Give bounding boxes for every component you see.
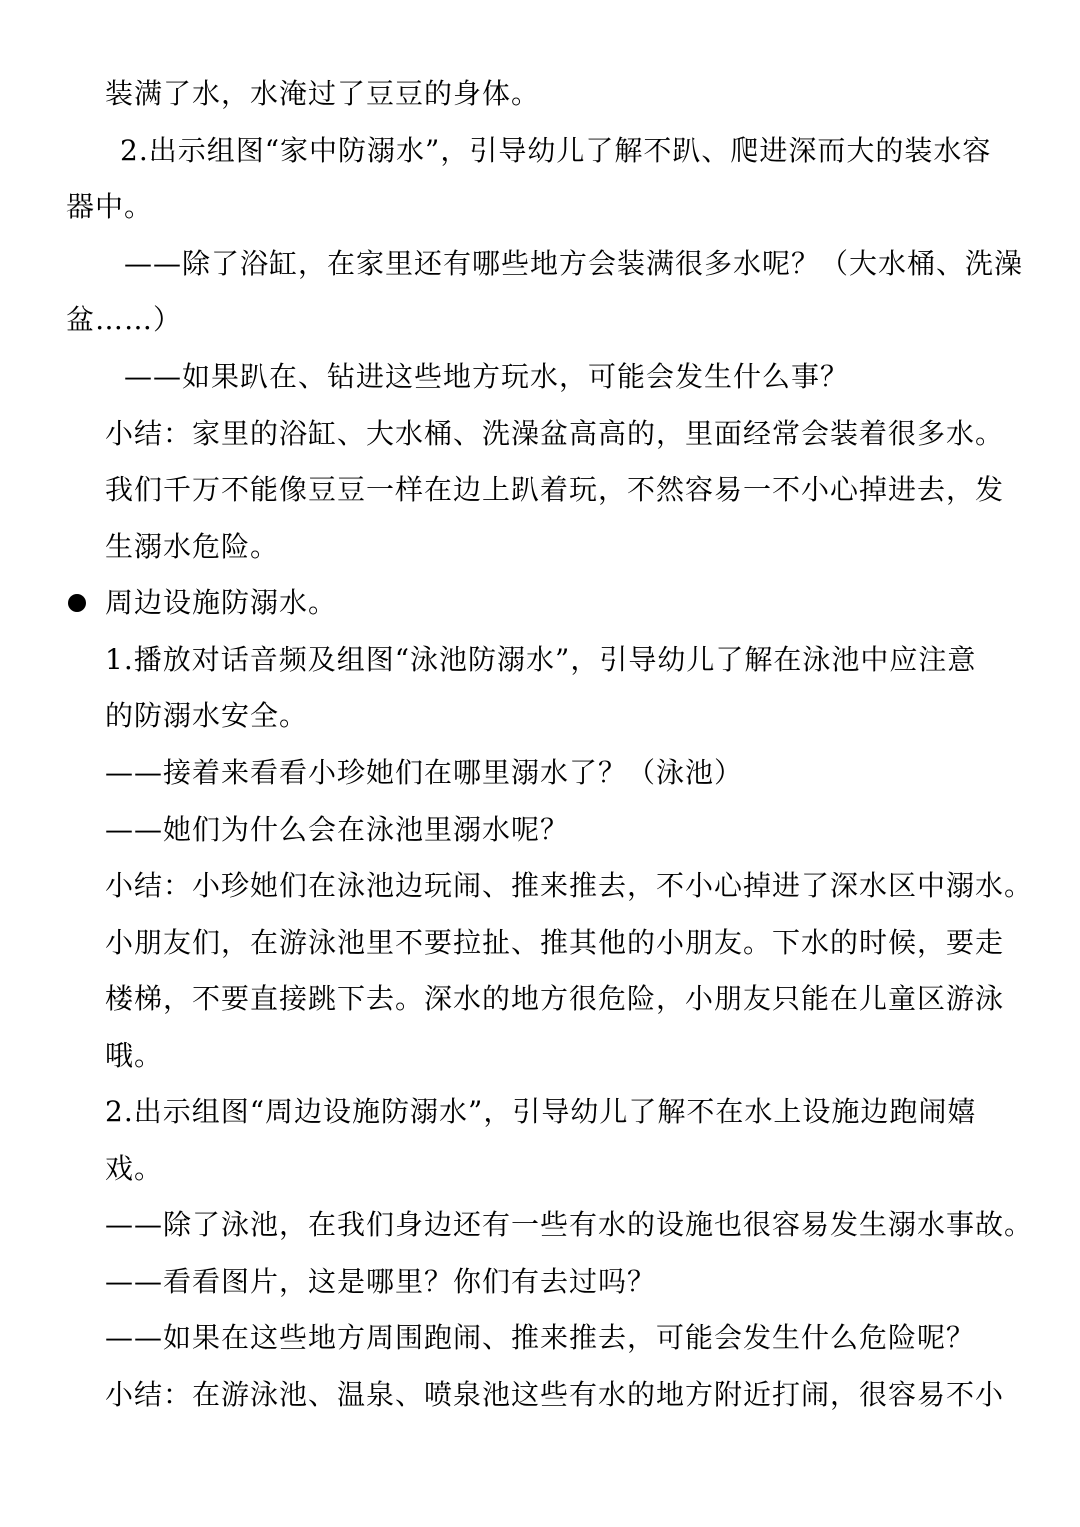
text-line-14: ——看看图片，这是哪里？你们有去过吗？ bbox=[105, 1265, 657, 1298]
summary-line-6: 楼梯，不要直接跳下去。深水的地方很危险，小朋友只能在儿童区游泳 bbox=[105, 982, 1005, 1015]
text-line-4: ——除了浴缸，在家里还有哪些地方会装满很多水呢？（大水桶、洗澡 bbox=[124, 247, 1024, 280]
text-line-3: 器中。 bbox=[66, 190, 154, 223]
text-line-13: ——除了泳池，在我们身边还有一些有水的设施也很容易发生溺水事故。 bbox=[105, 1208, 1034, 1241]
text-line-12: 戏。 bbox=[105, 1152, 164, 1185]
text-line-10: ——她们为什么会在泳池里溺水呢？ bbox=[105, 813, 570, 846]
text-line-2: 2.出示组图“家中防溺水”，引导幼儿了解不趴、爬进深而大的装水容 bbox=[120, 134, 992, 167]
bullet-icon bbox=[68, 594, 86, 612]
section-heading: 周边设施防溺水。 bbox=[105, 586, 338, 619]
summary-line-1: 小结：家里的浴缸、大水桶、洗澡盆高高的，里面经常会装着很多水。 bbox=[105, 417, 1005, 450]
summary-line-5: 小朋友们，在游泳池里不要拉扯、推其他的小朋友。下水的时候，要走 bbox=[105, 926, 1005, 959]
text-line-7: 1.播放对话音频及组图“泳池防溺水”，引导幼儿了解在泳池中应注意 bbox=[105, 643, 977, 676]
summary-line-2: 我们千万不能像豆豆一样在边上趴着玩，不然容易一不小心掉进去，发 bbox=[105, 473, 1005, 506]
text-line-11: 2.出示组图“周边设施防溺水”，引导幼儿了解不在水上设施边跑闹嬉 bbox=[105, 1095, 977, 1128]
text-line-6: ——如果趴在、钻进这些地方玩水，可能会发生什么事？ bbox=[124, 360, 850, 393]
summary-line-8: 小结：在游泳池、温泉、喷泉池这些有水的地方附近打闹，很容易不小 bbox=[105, 1378, 1005, 1411]
summary-line-4: 小结：小珍她们在泳池边玩闹、推来推去，不小心掉进了深水区中溺水。 bbox=[105, 869, 1034, 902]
text-line-15: ——如果在这些地方周围跑闹、推来推去，可能会发生什么危险呢？ bbox=[105, 1321, 976, 1354]
text-line-9: ——接着来看看小珍她们在哪里溺水了？（泳池） bbox=[105, 756, 744, 789]
summary-line-7: 哦。 bbox=[105, 1039, 164, 1072]
text-line-8: 的防溺水安全。 bbox=[105, 699, 309, 732]
text-line-1: 装满了水，水淹过了豆豆的身体。 bbox=[105, 77, 541, 110]
text-line-5: 盆……） bbox=[66, 303, 183, 336]
summary-line-3: 生溺水危险。 bbox=[105, 530, 280, 563]
